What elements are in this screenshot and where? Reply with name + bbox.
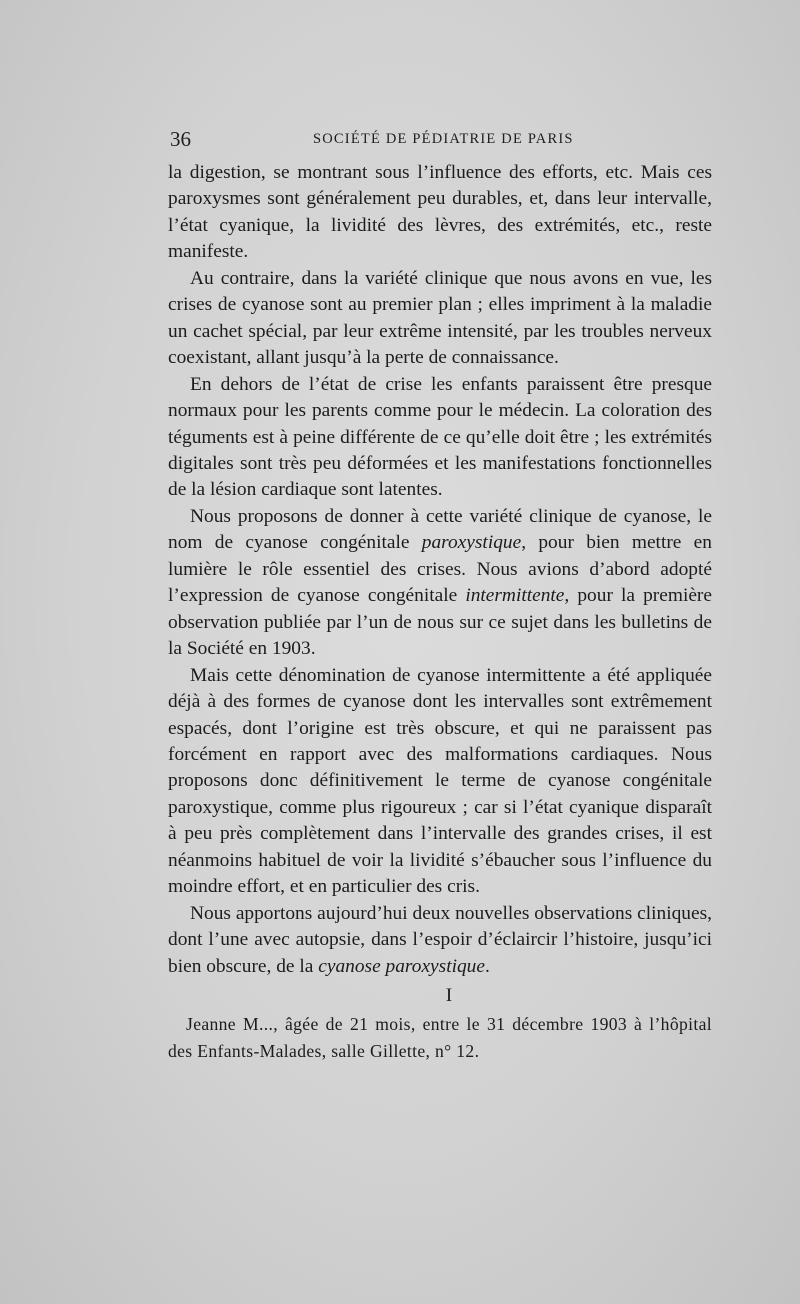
paragraph-6-text-c: .	[484, 955, 490, 977]
paragraph-4	[168, 504, 712, 663]
paragraph-4-text-c: , pour bien mettre en lumière le rôle essentiel des crises. Nous avions d’abord adopté l’expression de cyanose congénitale	[168, 532, 712, 607]
paragraph-2: Au contraire, dans la variété clinique que nous avons en vue, les crises de cyanose sont au premier plan ; elles impriment à la maladie un cachet spécial, par leur extrême intensité, par les troubles nerveux coexistant, allant jusqu’à la perte de connaissance.	[168, 267, 712, 369]
body-text	[168, 160, 712, 1065]
page-number: 36	[170, 127, 191, 151]
paragraph-6-text-a: Nous apportons aujourd’hui deux nouvelles observations cliniques, dont l’une avec autopsie, dans l’espoir d’éclaircir l’histoire, jusqu’ici bien obscure, de la	[168, 902, 712, 977]
paragraph-6	[168, 901, 712, 980]
paragraph-1: la digestion, se montrant sous l’influence des efforts, etc. Mais ces paroxysmes sont généralement peu durables, et, dans leur intervalle, l’état cyanique, la lividité des lèvres, des extrémités, etc., reste manifeste.	[168, 162, 712, 263]
italic-term-paroxystique: paroxystique	[421, 532, 522, 554]
case-intro: Jeanne M..., âgée de 21 mois, entre le 31 décembre 1903 à l’hôpital des Enfants-Malades, salle Gillette, n° 12.	[168, 1013, 712, 1061]
section-numeral: I	[445, 985, 453, 1007]
paragraph-4-text-e: , pour la première observation publiée par l’un de nous sur ce sujet dans les bulletins de la Société en 1903.	[168, 585, 712, 660]
paragraph-4-text-a: Nous proposons de donner à cette variété clinique de cyanose, le nom de cyanose congénitale	[168, 505, 712, 554]
paragraph-5: Mais cette dénomination de cyanose intermittente a été appliquée déjà à des formes de cyanose dont les intervalles sont extrêmement espacés, dont l’origine est très obscure, et qui ne paraissent pas forcément en rapport avec des malformations cardiaques. Nous proposons donc définitivement le terme de cyanose congénitale paroxystique, comme plus rigoureux ; car si l’état cyanique disparaît à peu près complètement dans l’intervalle des grandes crises, il est néanmoins habituel de voir la lividité s’ébaucher sous l’influence du moindre effort, et en particulier des cris.	[168, 664, 712, 898]
paragraph-3: En dehors de l’état de crise les enfants paraissent être presque normaux pour les parents comme pour le médecin. La coloration des téguments est à peine différente de ce qu’elle doit être ; les extrémités digitales sont très peu déformées et les manifestations fonctionnelles de la lésion cardiaque sont latentes.	[168, 373, 712, 501]
running-title: SOCIÉTÉ DE PÉDIATRIE DE PARIS	[313, 131, 574, 147]
italic-term-intermittente: intermittente	[465, 585, 565, 607]
italic-term-cyanose-paroxystique: cyanose paroxystique	[318, 955, 485, 977]
